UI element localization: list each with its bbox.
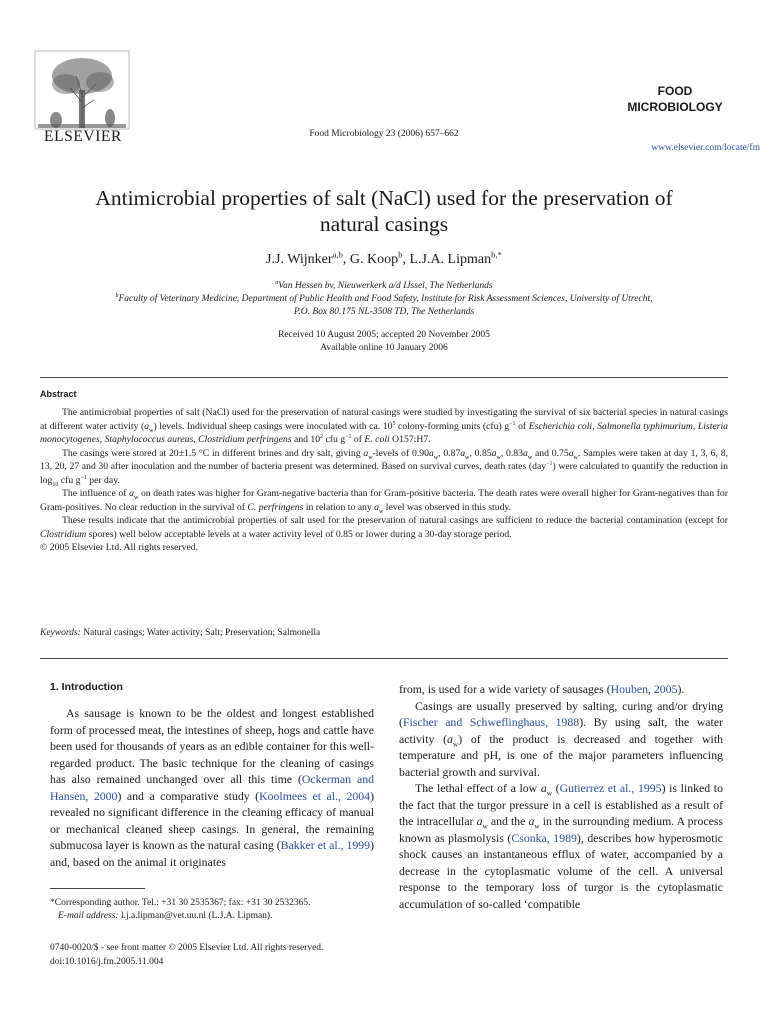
author-name: G. Koop bbox=[349, 252, 399, 267]
journal-url-link[interactable]: www.elsevier.com/locate/fm bbox=[651, 143, 760, 153]
citation-link[interactable]: Ockerman and Hansen, 2000 bbox=[50, 772, 374, 803]
copyright-line: © 2005 Elsevier Ltd. All rights reserved. bbox=[40, 542, 199, 553]
abstract-paragraph: The influence of $a_w$ on death rates was higher for Gram-negative bacteria than for Gram-positive bacteria. The death rates were overall higher for Gram-negatives than for Gram-positives. No clear reduction in the survival of C. perfringens in relation to any $a_w$ level was observed in this study. bbox=[40, 488, 729, 515]
email-address[interactable]: l.j.a.lipman@vet.uu.nl (L.J.A. Lipman). bbox=[120, 911, 273, 921]
article-dates bbox=[0, 329, 768, 354]
citation-link[interactable]: Gutierrez et al., 1995 bbox=[559, 781, 662, 795]
citation-link[interactable]: Houben, 2005 bbox=[610, 682, 678, 696]
journal-reference: Food Microbiology 23 (2006) 657–662 bbox=[309, 129, 459, 139]
email-label: E-mail address: bbox=[58, 911, 119, 921]
front-matter bbox=[50, 942, 380, 969]
affiliation-b-address: P.O. Box 80.175 NL-3508 TD, The Netherlands bbox=[293, 307, 475, 317]
abstract-paragraph: The antimicrobial properties of salt (NaCl) used for the preservation of natural casings were studied by investigating the survival of six bacterial species in natural casings at different water activity $(a_w)$ levels. Individual sheep casings were inoculated with ca. $10^5$ colony-forming units (cfu) $g^{-1}$ of Escherichia coli, Salmonella typhimurium, Listeria monocytogenes, Staphylococcus aureus, Clostridium perfringens and $10^2$ cfu $g^{-1}$ of E. coli O157:H7. bbox=[40, 407, 728, 445]
abstract-body bbox=[40, 406, 728, 555]
footnote bbox=[50, 897, 380, 923]
divider bbox=[40, 377, 728, 378]
abstract-paragraph: The casings were stored at 20±1.5 °C in different brines and dry salt, giving $a_w$-levels of $0.90a_w$, $0.87a_w$, $0.85a_w$, $0.83a_w$ and $0.75a_w$. Samples were taken at day 1, 3, 6, 8, 13, 20, 27 and 30 after inoculation and the number of bacteria present was determined. Based on survival curves, death rates (day$^{-1}$) were calculated to quantify the reduction in $\log_{10}$ cfu $g^{-1}$ per day. bbox=[40, 447, 728, 488]
title-line: natural casings bbox=[319, 212, 449, 236]
footnote-divider bbox=[50, 888, 145, 889]
author-affiliation-marker: a,b bbox=[332, 249, 343, 260]
body-paragraph: Casings are usually preserved by salting, curing and/or drying (Fischer and Schweflinghaus, 1988). By using salt, the water activity $(a_w)$ of the product is decreased and together with temperature and pH, is one of the major parameters influencing bacterial growth and survival. bbox=[399, 698, 723, 779]
author-affiliation-marker: b bbox=[398, 249, 403, 260]
issn-line: 0740-0020/$ - see front matter © 2005 Elsevier Ltd. All rights reserved. bbox=[50, 943, 324, 953]
author-affiliation-marker: b,* bbox=[491, 249, 502, 260]
body-paragraph: from, is used for a wide variety of sausages (Houben, 2005). bbox=[399, 682, 685, 696]
abstract-paragraph: These results indicate that the antimicrobial properties of salt used for the preservation of natural casings are sufficient to reduce the bacterial contamination (except for Clostridium spores) well below acceptable levels at a water activity level of 0.85 or lower during a 30-day storage period. bbox=[40, 515, 728, 540]
doi-line: doi:10.1016/j.fm.2005.11.004 bbox=[50, 956, 164, 967]
keywords-label: Keywords: bbox=[40, 628, 81, 638]
corresponding-author-note: *Corresponding author. Tel.: +31 30 2535367; fax: +31 30 2532365. bbox=[50, 898, 311, 908]
citation-link[interactable]: Bakker et al., 1999 bbox=[280, 838, 371, 852]
email-line bbox=[50, 910, 380, 923]
journal-title-line: FOOD bbox=[657, 84, 693, 98]
author-list: J.J. Wijnker$^{a,b}$, G. Koop$^b$, L.J.A. Lipman$^{b,*}$ bbox=[266, 249, 502, 267]
received-date: Received 10 August 2005; accepted 20 November 2005 bbox=[278, 330, 490, 340]
citation-link[interactable]: Csonka, 1989 bbox=[511, 830, 577, 845]
journal-title bbox=[590, 83, 760, 115]
journal-title-line: MICROBIOLOGY bbox=[627, 100, 723, 114]
body-column-right bbox=[399, 681, 723, 912]
body-column-left bbox=[50, 705, 374, 870]
title-line: Antimicrobial properties of salt (NaCl) used for the preservation of bbox=[95, 186, 673, 210]
author-name: J.J. Wijnker bbox=[266, 252, 333, 267]
author-name: L.J.A. Lipman bbox=[409, 252, 492, 267]
section-heading: 1. Introduction bbox=[50, 681, 123, 693]
divider bbox=[40, 658, 728, 659]
available-date: Available online 10 January 2006 bbox=[320, 342, 448, 353]
affiliation-a: $^a$Van Hessen bv, Nieuwerkerk a/d IJssel, The Netherlands bbox=[275, 279, 493, 291]
keywords-text: Natural casings; Water activity; Salt; Preservation; Salmonella bbox=[83, 628, 321, 638]
body-paragraph: The lethal effect of a low $a_w$ (Gutierrez et al., 1995) is linked to the fact that the turgor pressure in a cell is established as a result of the intracellular $a_w$ and the $a_w$ in the surrounding medium. A process known as plasmolysis (Csonka, 1989), describes how hyperosmotic shock causes an instantaneous efflux of water, accompanied by a decrease in the cytoplasmatic volume of the cell. A universal response to the temporary loss of turgor is the cytoplasmatic accumulation of so-called ‘compatible bbox=[399, 781, 724, 911]
body-paragraph: As sausage is known to be the oldest and longest established form of processed meat, the intestines of sheep, hogs and cattle have been used for thousands of years as an edible container for this well-regarded product. The basic technique for the cleaning of casings has also remained unchanged over all this time (Ockerman and Hansen, 2000) and a comparative study (Koolmees et al., 2004) revealed no significant difference in the cleaning efficacy of manual or mechanical cleaned sheep casings. In general, the remaining submucosa layer is known as the natural casing (Bakker et al., 1999) and, based on the animal it originates bbox=[50, 706, 375, 869]
citation-link[interactable]: Fischer and Schweflinghaus, 1988 bbox=[402, 715, 580, 729]
elsevier-tree-logo bbox=[34, 50, 130, 130]
publisher-name: ELSEVIER bbox=[44, 128, 122, 145]
citation-link[interactable]: Koolmees et al., 2004 bbox=[259, 788, 371, 803]
keywords-line bbox=[40, 628, 728, 638]
article-title bbox=[40, 185, 728, 237]
abstract-heading: Abstract bbox=[40, 389, 77, 399]
affiliation-b: $^b$Faculty of Veterinary Medicine, Department of Public Health and Food Safety, Institute for Risk Assessment Sciences, University of Utrecht, bbox=[115, 292, 653, 304]
